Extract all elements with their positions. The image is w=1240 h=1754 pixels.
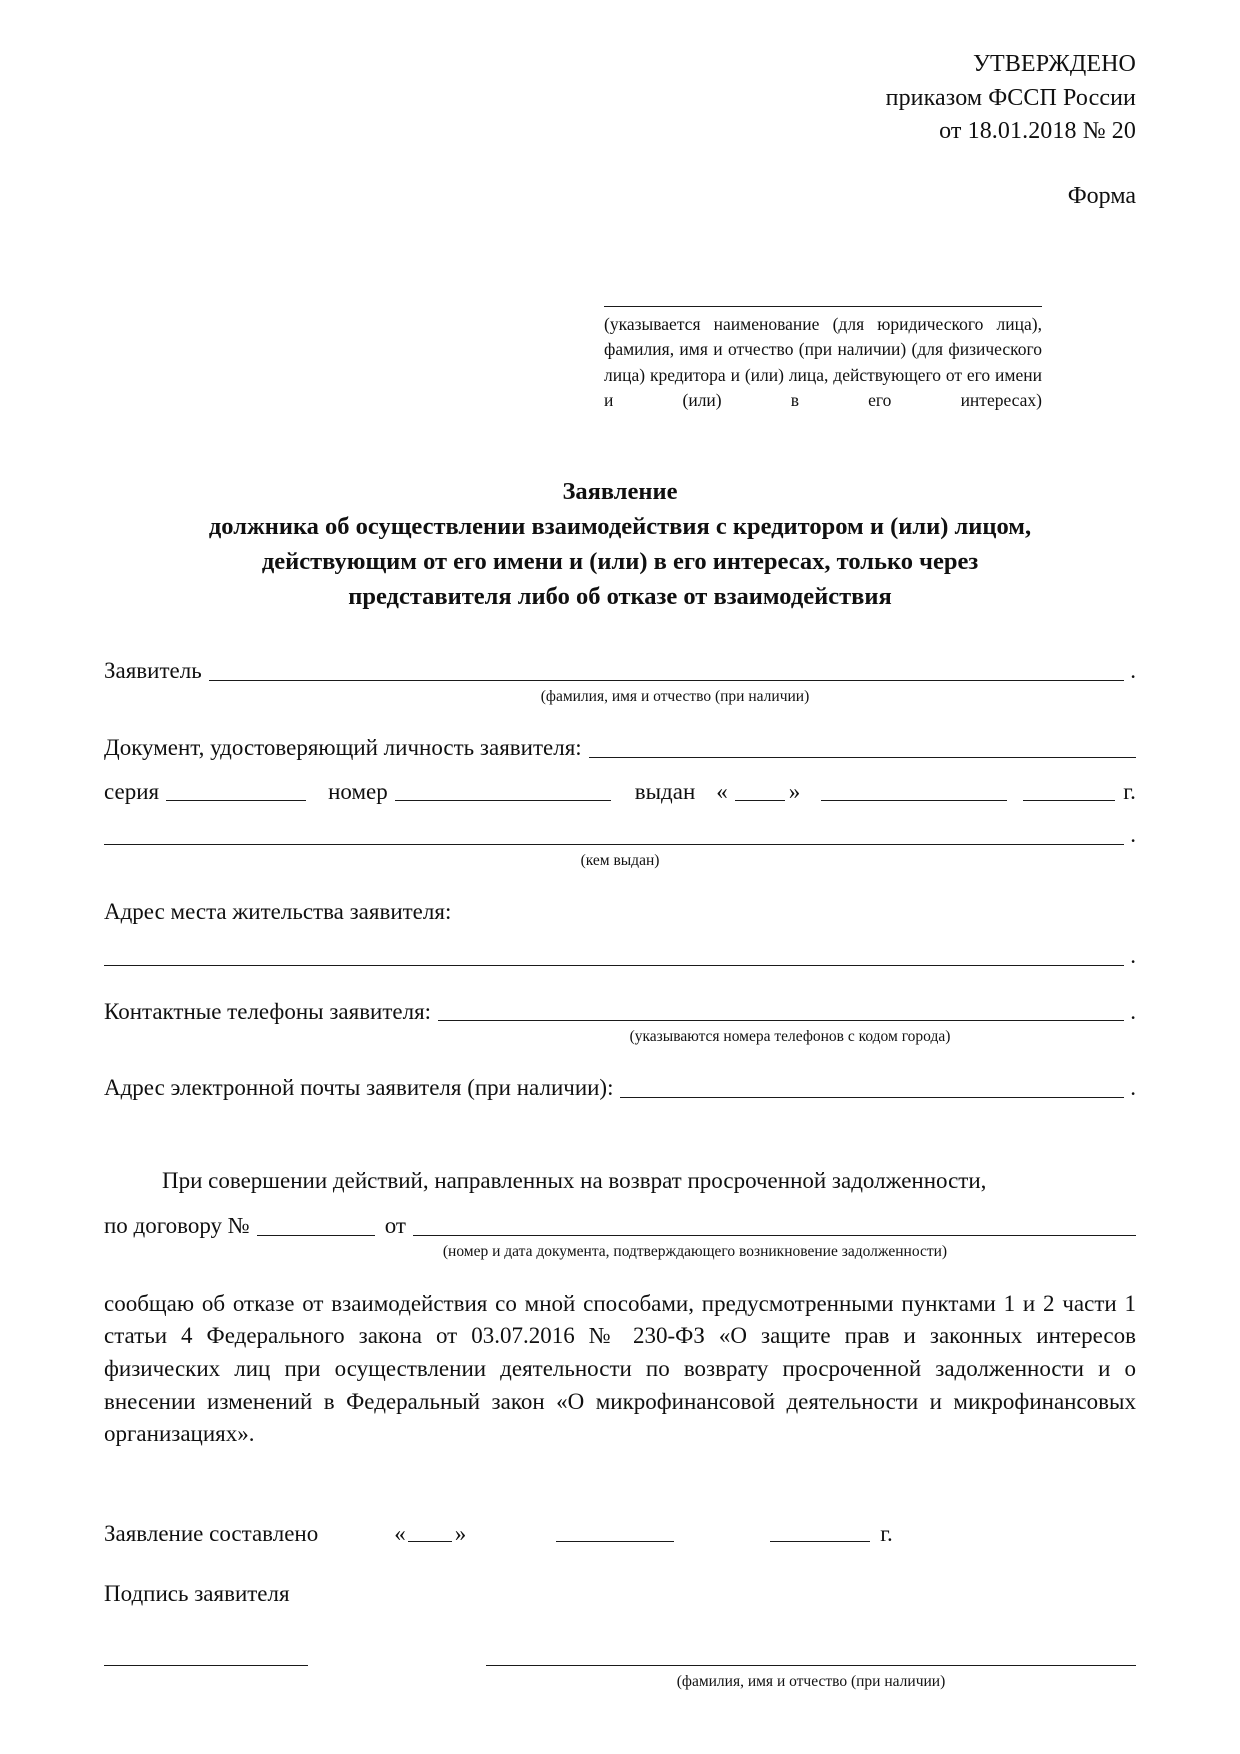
creditor-caption: (указывается наименование (для юридического лица), фамилия, имя и отчество (при наличии) (для физического лица) кредитора и (или) лица, действующего от его имени и (или) в его интересах) <box>604 313 1042 410</box>
address-period: . <box>1130 942 1136 968</box>
issued-day-input[interactable] <box>735 800 785 801</box>
title-line-4: представителя либо об отказе от взаимодействия <box>348 582 892 610</box>
series-input[interactable] <box>166 800 306 801</box>
signature-label-row <box>104 1581 1136 1607</box>
address-input[interactable] <box>104 965 1124 966</box>
applicant-field-group <box>104 656 1136 706</box>
approval-header <box>104 48 1136 149</box>
body-statement-paragraph: сообщаю об отказе от взаимодействия со мной способами, предусмотренными пунктами 1 и 2 части 1 статьи 4 Федерального закона от 03.07.2016 № 230-ФЗ «О защите прав и законных интересов физических лиц при осуществлении деятельности по возврату просроченной задолженности и о внесении изменений в Федеральный закон «О микрофинансовой деятельности и микрофинансовых организациях». <box>104 1290 1136 1447</box>
address-label-row <box>104 897 1136 927</box>
signature-input[interactable] <box>104 1665 308 1666</box>
contract-label: по договору № <box>104 1213 250 1239</box>
identity-document-label: Документ, удостоверяющий личность заявителя: <box>104 734 582 760</box>
compiled-label: Заявление составлено <box>104 1520 319 1546</box>
contract-caption: (номер и дата документа, подтверждающего возникновение задолженности) <box>442 1243 948 1261</box>
identity-document-input[interactable] <box>589 757 1136 758</box>
email-period: . <box>1130 1074 1136 1100</box>
compiled-year-abbr: г. <box>880 1520 893 1546</box>
address-row <box>104 941 1136 971</box>
applicant-caption: (фамилия, имя и отчество (при наличии) <box>540 688 810 706</box>
identity-document-row <box>104 733 1136 763</box>
title-line-2: должника об осуществлении взаимодействия с кредитором и (или) лицом, <box>208 513 1032 541</box>
identity-series-number-row <box>104 777 1136 807</box>
approval-line-2: приказом ФССП России <box>885 84 1136 111</box>
approval-line-1: УТВЕРЖДЕНО <box>972 51 1136 77</box>
number-label: номер <box>328 778 388 804</box>
applicant-row <box>104 656 1136 686</box>
compiled-quote-open: « <box>394 1520 406 1546</box>
signature-lines-row <box>104 1665 1136 1671</box>
issued-quote-close: » <box>788 778 801 804</box>
issued-label: выдан <box>634 778 696 804</box>
identity-document-group <box>104 733 1136 871</box>
address-group <box>104 897 1136 971</box>
document-title <box>104 475 1136 614</box>
contract-from-label: от <box>384 1213 406 1239</box>
number-input[interactable] <box>395 800 611 801</box>
signature-name-caption: (фамилия, имя и отчество (при наличии) <box>676 1672 946 1690</box>
phones-caption: (указываются номера телефонов с кодом города) <box>629 1028 951 1046</box>
issued-by-input[interactable] <box>104 844 1124 845</box>
creditor-addressee-block <box>604 306 1042 414</box>
compiled-quote-close: » <box>454 1520 467 1546</box>
phones-row <box>104 997 1136 1027</box>
phones-label: Контактные телефоны заявителя: <box>104 998 432 1024</box>
issued-year-abbr: г. <box>1123 778 1136 804</box>
applicant-input[interactable] <box>209 680 1125 681</box>
compiled-day-input[interactable] <box>408 1541 452 1542</box>
signature-name-input[interactable] <box>486 1665 1136 1666</box>
issued-by-period: . <box>1130 822 1136 848</box>
contract-row <box>104 1211 1136 1241</box>
issued-month-input[interactable] <box>821 800 1007 801</box>
address-label: Адрес места жительства заявителя: <box>104 898 452 924</box>
compiled-date-slot <box>394 1521 468 1547</box>
compiled-date-row <box>104 1521 1136 1547</box>
issued-by-caption: (кем выдан) <box>580 852 660 870</box>
form-word-label: Форма <box>1067 182 1136 209</box>
signature-label: Подпись заявителя <box>104 1580 290 1606</box>
issued-by-row <box>104 820 1136 850</box>
applicant-label: Заявитель <box>104 658 202 684</box>
title-line-3: действующим от его имени и (или) в его интересах, только через <box>261 547 979 575</box>
phones-group <box>104 997 1136 1047</box>
title-line-1: Заявление <box>562 478 678 506</box>
compiled-year-input[interactable] <box>770 1541 870 1542</box>
contract-date-input[interactable] <box>413 1235 1136 1236</box>
series-label: серия <box>104 778 160 804</box>
creditor-rule[interactable] <box>604 306 1042 307</box>
applicant-period: . <box>1130 658 1136 684</box>
email-row <box>104 1073 1136 1103</box>
contract-number-input[interactable] <box>257 1235 375 1236</box>
approval-line-3: от 18.01.2018 № 20 <box>939 118 1136 145</box>
email-input[interactable] <box>620 1097 1124 1098</box>
phones-period: . <box>1130 998 1136 1024</box>
issued-quote-open: « <box>716 778 728 804</box>
contract-group <box>104 1211 1136 1261</box>
compiled-month-input[interactable] <box>556 1541 674 1542</box>
issued-year-input[interactable] <box>1023 800 1115 801</box>
phones-input[interactable] <box>438 1020 1124 1021</box>
body-intro-paragraph: При совершении действий, направленных на возврат просроченной задолженности, <box>162 1167 987 1193</box>
email-label: Адрес электронной почты заявителя (при наличии): <box>104 1074 614 1100</box>
